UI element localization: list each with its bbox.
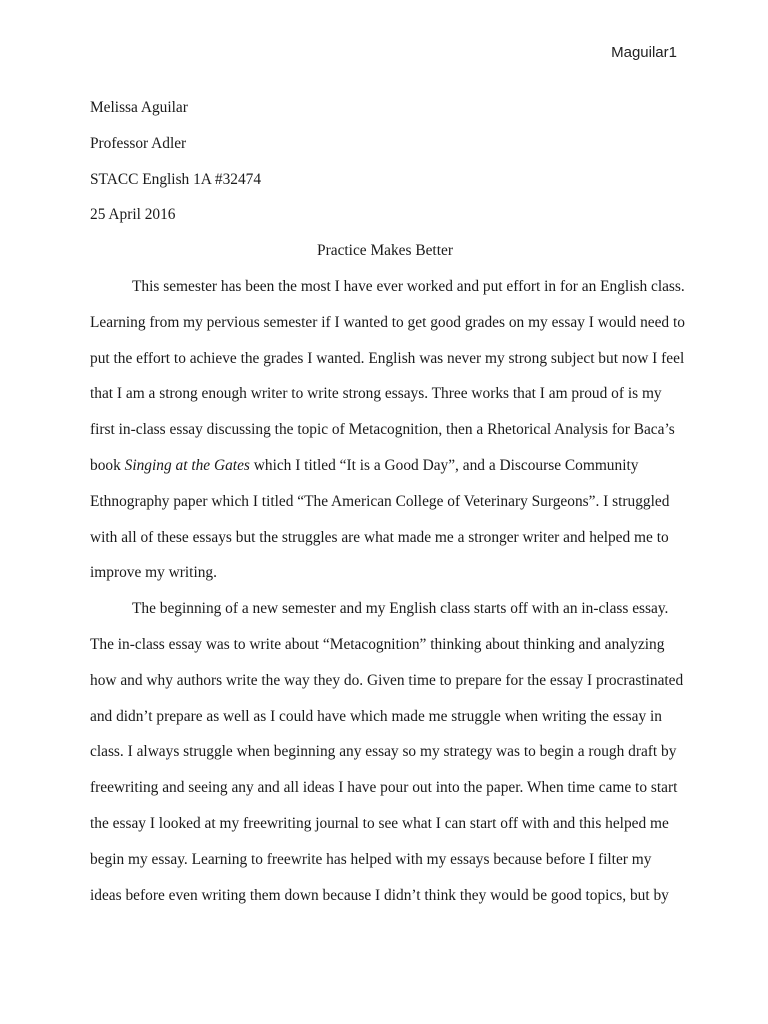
p1-line-5: first in-class essay discussing the topic of Metacognition, then a Rhetorical Analysis for Baca’s	[90, 421, 675, 439]
p1-line-8: with all of these essays but the struggles are what made me a stronger writer and helped me to	[90, 528, 669, 546]
p2-line-4: and didn’t prepare as well as I could have which made me struggle when writing the essay in	[90, 707, 662, 725]
p2-line-9: ideas before even writing them down because I didn’t think they would be good topics, but by	[90, 886, 669, 904]
p2-line-7: the essay I looked at my freewriting journal to see what I can start off with and this helped me	[90, 814, 669, 832]
document-body	[90, 90, 685, 913]
p1-line-1: This semester has been the most I have ever worked and put effort in for an English class.	[132, 277, 685, 295]
p2-line-3: how and why authors write the way they do. Given time to prepare for the essay I procrastinated	[90, 671, 684, 689]
book-title: Singing at the Gates	[124, 456, 250, 474]
student-name: Melissa Aguilar	[90, 99, 188, 116]
running-header	[611, 44, 677, 61]
p2-line-8: begin my essay. Learning to freewrite has helped with my essays because before I filter my	[90, 850, 652, 868]
p1-line-3: put the effort to achieve the grades I wanted. English was never my strong subject but now I feel	[90, 349, 685, 367]
p1-line-4: that I am a strong enough writer to write strong essays. Three works that I am proud of is my	[90, 385, 662, 403]
course-name: STACC English 1A #32474	[90, 170, 262, 188]
p2-line-5: class. I always struggle when beginning any essay so my strategy was to begin a rough draft by	[90, 743, 677, 761]
p1-line-6-post: which I titled “It is a Good Day”, and a Discourse Community	[249, 456, 639, 474]
p2-line-6: freewriting and seeing any and all ideas I have pour out into the paper. When time came to start	[90, 779, 678, 797]
paragraph-2	[90, 591, 684, 913]
paragraph-1	[90, 269, 685, 591]
professor-name: Professor Adler	[90, 134, 187, 152]
document-date: 25 April 2016	[90, 206, 176, 224]
p1-line-2: Learning from my pervious semester if I wanted to get good grades on my essay I would need to	[90, 313, 685, 331]
essay-title: Practice Makes Better	[317, 242, 453, 260]
p1-line-6	[90, 448, 680, 484]
p1-line-6-pre: book	[90, 456, 125, 474]
p2-line-2: The in-class essay was to write about “Metacognition” thinking about thinking and analyzing	[90, 635, 665, 653]
header-surname: Maguilar	[611, 44, 669, 61]
p1-line-7: Ethnography paper which I titled “The American College of Veterinary Surgeons”. I struggled	[90, 492, 670, 510]
p1-line-9: improve my writing.	[90, 564, 217, 582]
header-page-number: 1	[668, 44, 677, 61]
p2-line-1: The beginning of a new semester and my English class starts off with an in-class essay.	[132, 600, 669, 618]
